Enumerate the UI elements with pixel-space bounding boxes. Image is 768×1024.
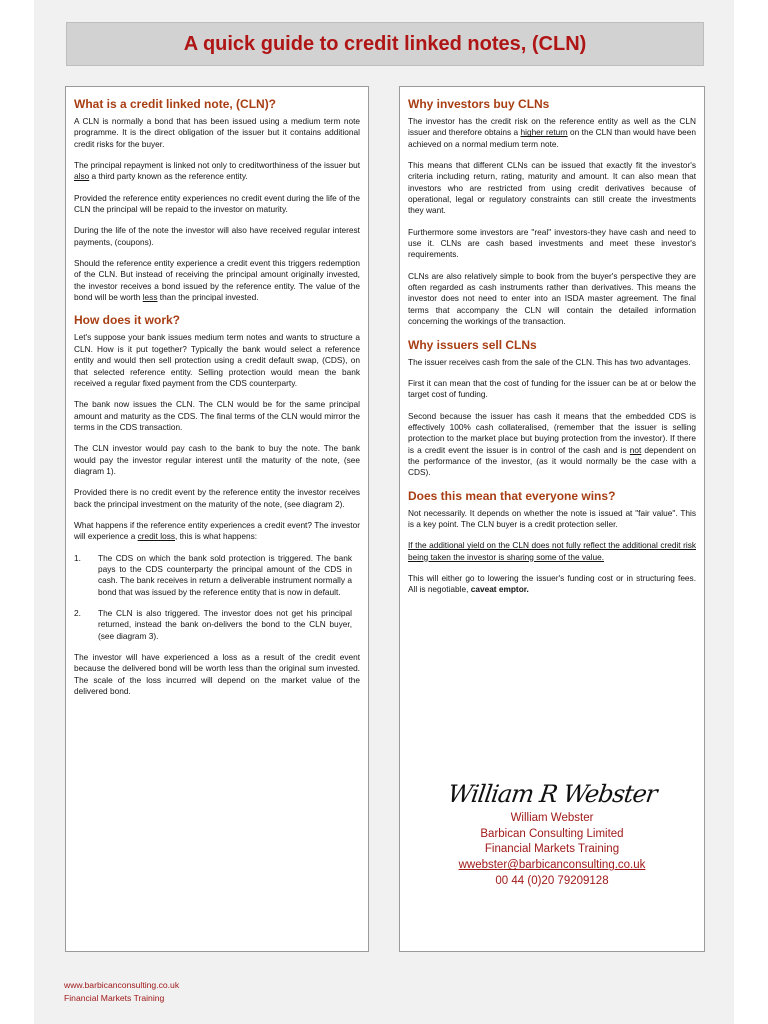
signature-name: William Webster xyxy=(510,811,594,824)
paragraph: A CLN is normally a bond that has been issued using a medium term note programme. It is the direct obligation of the issuer but it contains additional credit risks for the buyer. xyxy=(74,116,360,149)
list-number: 1. xyxy=(74,552,81,563)
heading-how-does-it-work: How does it work? xyxy=(74,313,181,328)
underlined-text: not xyxy=(629,444,642,455)
paragraph: The principal repayment is linked not only to creditworthiness of the issuer but also a third party known as the reference entity. xyxy=(74,160,360,182)
underlined-text: credit loss xyxy=(137,531,175,542)
list-text: The CLN is also triggered. The investor does not get his principal returned, instead the bank on-delivers the bond to the CLN buyer, (see diagram 3). xyxy=(98,608,352,641)
heading-what-is-cln: What is a credit linked note, (CLN)? xyxy=(74,97,277,111)
left-column xyxy=(65,86,369,952)
underlined-text: also xyxy=(74,171,90,182)
bold-text: caveat emptor. xyxy=(470,584,529,595)
paragraph: The investor has the credit risk on the reference entity as well as the CLN issuer and therefore obtains a higher return on the CLN than would have been achieved on a normal medium term note. xyxy=(408,116,697,149)
paragraph: The issuer receives cash from the sale of the CLN. This has two advantages. xyxy=(408,356,691,367)
numbered-list xyxy=(74,553,360,642)
paragraph: This will either go to lowering the issuer's funding cost or in structuring fees. All is negotiable, caveat emptor. xyxy=(408,572,696,595)
underlined-text: higher return xyxy=(520,127,568,138)
footer-url-link[interactable]: www.barbicanconsulting.co.uk xyxy=(64,980,180,990)
paragraph: The bank now issues the CLN. The CLN would be for the same principal amount and maturity as the CDS. The final terms of the CLN would mirror the terms in the CDS transaction. xyxy=(74,399,360,432)
paragraph: This means that different CLNs can be issued that exactly fit the investor's criteria including return, rating, maturity and amount. It can also mean that investors who are restricted from using credit derivatives because of operational, legal or regulatory constraints can still create the investments they want. xyxy=(408,160,696,216)
list-item xyxy=(74,608,360,642)
list-item xyxy=(74,553,360,598)
paragraph: Let's suppose your bank issues medium term notes and wants to structure a CLN. How is it put together? Typically the bank would select a reference entity and would then sell protection using a credit default swap, (CDS), on that selected reference entity. Selling protection would mean the bank received a regular fixed payment from the CDS counterparty. xyxy=(74,332,360,388)
email-link[interactable]: wwebster@barbicanconsulting.co.uk xyxy=(458,859,646,872)
underlined-text: less xyxy=(142,292,158,303)
phone-number: 00 44 (0)20 79209128 xyxy=(495,874,609,887)
heading-why-issuers-sell: Why issuers sell CLNs xyxy=(408,337,537,352)
footer-label: Financial Markets Training xyxy=(64,992,165,1003)
list-number: 2. xyxy=(74,608,81,618)
page-title: A quick guide to credit linked notes, (CLN) xyxy=(183,32,587,55)
signature-company: Barbican Consulting Limited xyxy=(480,827,624,840)
right-column xyxy=(399,86,705,952)
paragraph: What happens if the reference entity experiences a credit event? The investor will experience a credit loss, this is what happens: xyxy=(74,519,360,542)
handwritten-signature: William R Webster xyxy=(446,780,659,808)
heading-why-investors-buy: Why investors buy CLNs xyxy=(408,97,550,111)
paragraph: Not necessarily. It depends on whether the note is issued at "fair value". This is a key point. The CLN buyer is a credit protection seller. xyxy=(408,507,696,529)
paragraph: The CLN investor would pay cash to the bank to buy the note. The bank would pay the investor regular interest until the maturity of the note, (see diagram 1). xyxy=(74,443,360,476)
paragraph: The investor will have experienced a loss as a result of the credit event because the delivered bond will be worth less than the original sum invested. The scale of the loss incurred will depend on the market value of the delivered bond. xyxy=(74,652,360,697)
paragraph: Provided the reference entity experiences no credit event during the life of the CLN the principal will be repaid to the investor on maturity. xyxy=(74,192,360,215)
title-banner xyxy=(66,22,704,66)
paragraph: CLNs are also relatively simple to book from the buyer's perspective they are often regarded as cash instruments rather than derivatives. This means the investor does not need to enter into an ISDA master agreement. The final terms that accompany the CLN will contain the detailed information concerning the workings of the transaction. xyxy=(408,270,696,327)
paragraph: Provided there is no credit event by the reference entity the investor receives back the principal investment on the maturity of the note, (see diagram 2). xyxy=(74,487,360,509)
paragraph: Second because the issuer has cash it means that the embedded CDS is effectively 100% cash collateralised, (remember that the issuer is selling protection to the market place but buying protection from the investor). If there is a credit event the issuer is in control of the cash and is not dependent on the performance of the investor, (as it would normally be the case with a CDS). xyxy=(408,410,697,478)
heading-everyone-wins: Does this mean that everyone wins? xyxy=(408,488,616,503)
paragraph: During the life of the note the investor will also have received regular interest payments, (coupons). xyxy=(74,225,360,247)
paragraph: Should the reference entity experience a credit event this triggers redemption of the CLN. But instead of receiving the principal amount originally invested, the investor receives a bond issued by the reference entity. The value of the bond will be worth less than the principal invested. xyxy=(74,258,360,303)
signature-department: Financial Markets Training xyxy=(484,843,620,856)
list-text: The CDS on which the bank sold protection is triggered. The bank pays to the CDS counterparty the principal amount of the CDS in cash. The bank receives in return a deliverable instrument normally a bond that was issued by the reference entity that is now in default. xyxy=(98,552,352,597)
signature-block xyxy=(400,780,704,890)
underlined-paragraph: If the additional yield on the CLN does not fully reflect the additional credit risk being taken the investor is sharing some of the value. xyxy=(408,540,696,562)
paragraph: Furthermore some investors are "real" investors-they have cash and need to use it. CLNs are cash based investments and meet these investor's requirements. xyxy=(408,226,696,260)
footer xyxy=(64,979,179,1004)
paragraph: First it can mean that the cost of funding for the issuer can be at or below the target cost of funding. xyxy=(408,377,696,400)
